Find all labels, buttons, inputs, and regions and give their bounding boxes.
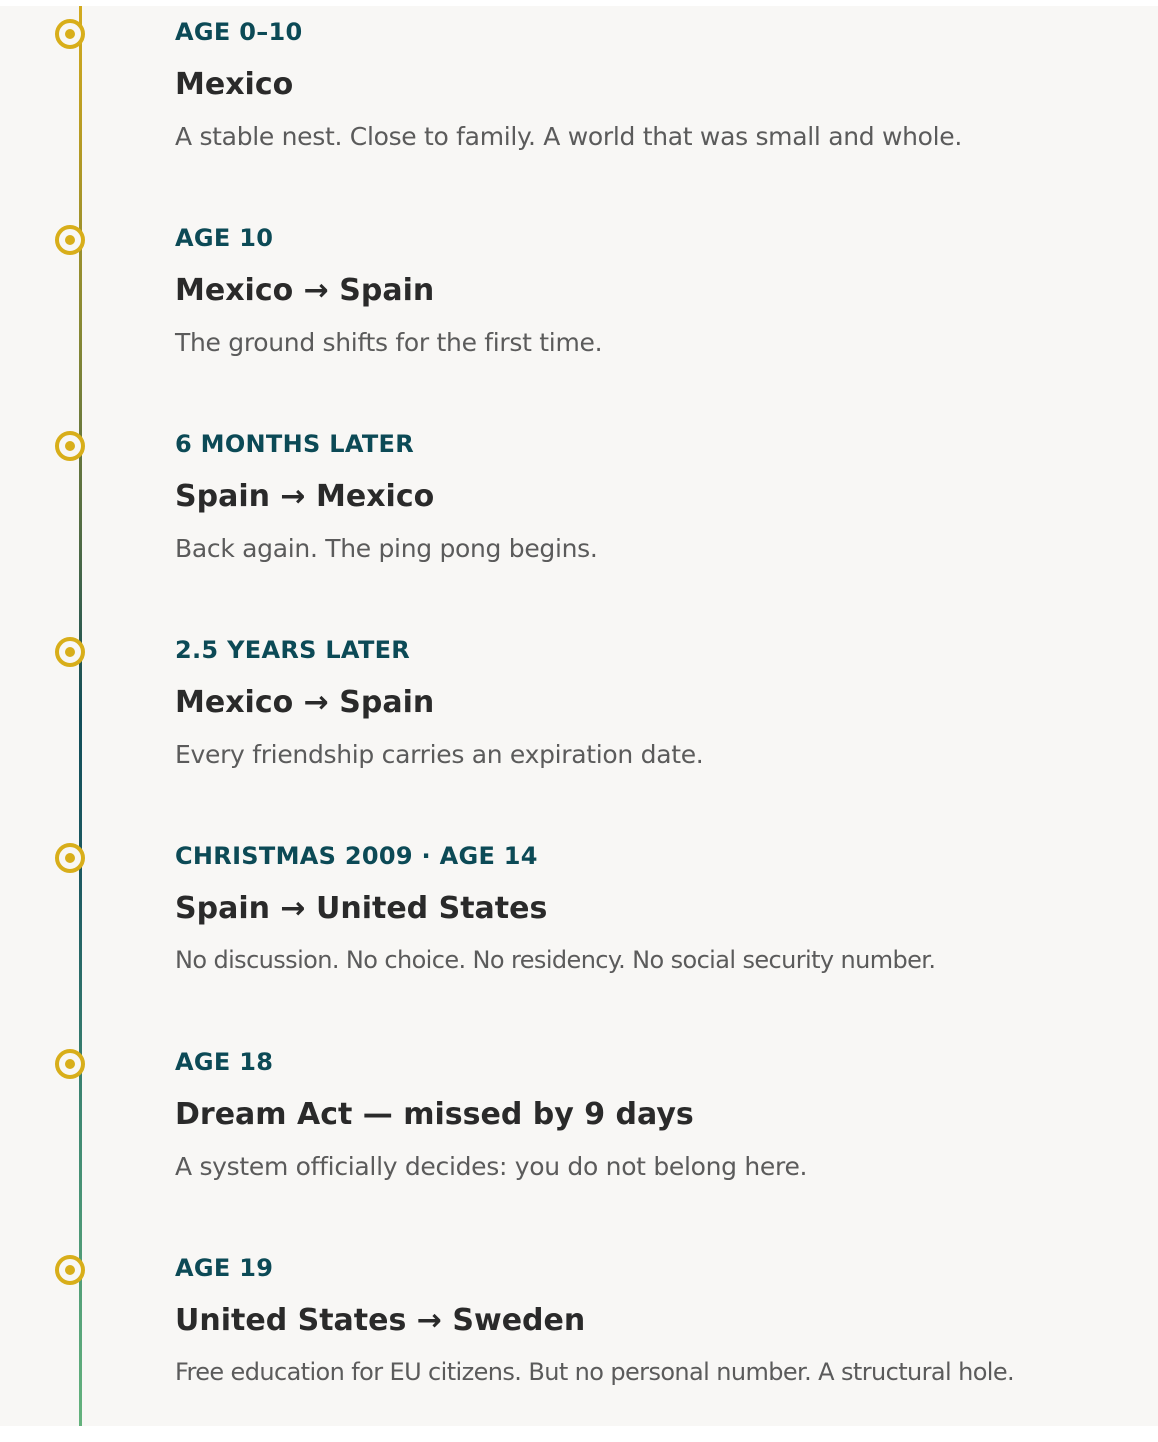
timeline-entry bbox=[0, 418, 1158, 618]
entry-label: AGE 18 bbox=[175, 1048, 274, 1076]
entry-title: Dream Act — missed by 9 days bbox=[175, 1097, 694, 1132]
entry-description: A stable nest. Close to family. A world that was small and whole. bbox=[175, 122, 963, 151]
timeline-entry bbox=[0, 212, 1158, 412]
entry-label: AGE 10 bbox=[175, 224, 274, 252]
entry-title: Mexico bbox=[175, 67, 294, 102]
entry-label: 6 MONTHS LATER bbox=[175, 430, 414, 458]
entry-description: No discussion. No choice. No residency. No social security number. bbox=[175, 946, 936, 974]
timeline-dot-icon bbox=[55, 1255, 85, 1285]
timeline-entry bbox=[0, 6, 1158, 206]
timeline-dot-icon bbox=[55, 19, 85, 49]
timeline-dot-icon bbox=[55, 431, 85, 461]
timeline-entry bbox=[0, 1242, 1158, 1442]
entry-description: Every friendship carries an expiration date. bbox=[175, 740, 704, 769]
entry-title: Spain → Mexico bbox=[175, 479, 435, 514]
entry-title: Mexico → Spain bbox=[175, 685, 435, 720]
timeline-entry bbox=[0, 830, 1158, 1030]
entry-title: Mexico → Spain bbox=[175, 273, 435, 308]
timeline-page bbox=[0, 6, 1158, 1426]
entry-title: Spain → United States bbox=[175, 891, 548, 926]
entry-label: AGE 19 bbox=[175, 1254, 274, 1282]
entry-title: United States → Sweden bbox=[175, 1303, 586, 1338]
entry-description: The ground shifts for the first time. bbox=[175, 328, 603, 357]
timeline-dot-icon bbox=[55, 637, 85, 667]
entry-description: Free education for EU citizens. But no personal number. A structural hole. bbox=[175, 1358, 1015, 1386]
timeline-dot-icon bbox=[55, 225, 85, 255]
timeline-entry bbox=[0, 624, 1158, 824]
entry-description: A system officially decides: you do not belong here. bbox=[175, 1152, 808, 1181]
entry-description: Back again. The ping pong begins. bbox=[175, 534, 598, 563]
entry-label: AGE 0–10 bbox=[175, 18, 303, 46]
timeline-dot-icon bbox=[55, 1049, 85, 1079]
entry-label: CHRISTMAS 2009 · AGE 14 bbox=[175, 842, 538, 870]
entry-label: 2.5 YEARS LATER bbox=[175, 636, 411, 664]
timeline-dot-icon bbox=[55, 843, 85, 873]
timeline-entry bbox=[0, 1036, 1158, 1236]
